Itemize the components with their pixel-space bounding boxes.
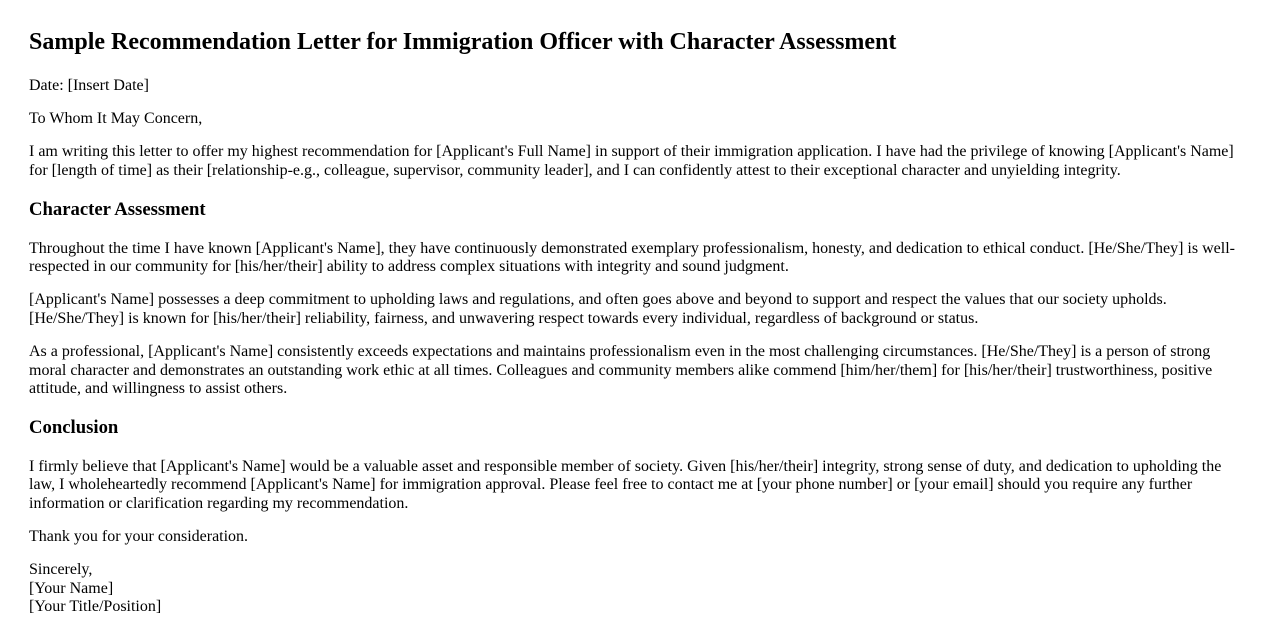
signature-name-placeholder: [Your Name]: [29, 579, 114, 597]
intro-paragraph: I am writing this letter to offer my highest recommendation for [Applicant's Full Name] in support of their immigration application. I have had the privilege of knowing [Applicant's Name] for [length of time] as their [relationship-e.g., colleague, supervisor, community leader], and I can confidently attest to their exceptional character and unyielding integrity.: [29, 143, 1234, 179]
signature-block: [29, 561, 1236, 616]
closing-line: Thank you for your consideration.: [29, 528, 249, 546]
body-paragraph-character-1: Throughout the time I have known [Applicant's Name], they have continuously demonstrated exemplary professionalism, honesty, and dedication to ethical conduct. [He/She/They] is well-respected in our community for [his/her/their] ability to address complex situations with integrity and sound judgment.: [29, 239, 1235, 276]
signature-valediction: Sincerely,: [29, 561, 93, 579]
body-paragraph-conclusion: I firmly believe that [Applicant's Name] would be a valuable asset and responsible member of society. Given [his/her/their] integrity, strong sense of duty, and dedication to upholding the law, I wholeheartedly recommend [Applicant's Name] for immigration approval. Please feel free to contact me at [your phone number] or [your email] should you require any further information or clarification regarding my recommendation.: [29, 457, 1222, 512]
section-heading-conclusion: Conclusion: [29, 417, 119, 439]
body-paragraph-character-2: [Applicant's Name] possesses a deep commitment to upholding laws and regulations, and often goes above and beyond to support and respect the values that our society upholds. [He/She/They] is known for [his/her/their] reliability, fairness, and unwavering respect towards every individual, regardless of background or status.: [29, 291, 1167, 327]
section-heading-character-assessment: Character Assessment: [29, 199, 206, 221]
body-paragraph-character-3: As a professional, [Applicant's Name] consistently exceeds expectations and maintains professionalism even in the most challenging circumstances. [He/She/They] is a person of strong moral character and demonstrates an outstanding work ethic at all times. Colleagues and community members alike commend [him/her/them] for [his/her/their] trustworthiness, positive attitude, and willingness to assist others.: [29, 343, 1213, 397]
signature-title-placeholder: [Your Title/Position]: [29, 598, 162, 616]
salutation: To Whom It May Concern,: [29, 109, 203, 127]
document-title: Sample Recommendation Letter for Immigration Officer with Character Assessment: [29, 29, 897, 55]
date-line: Date: [Insert Date]: [29, 76, 149, 94]
